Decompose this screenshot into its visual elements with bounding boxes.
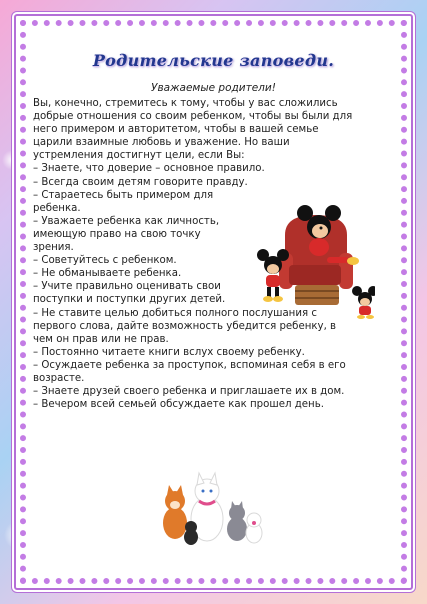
text-line: Вы, конечно, стремитесь к тому, чтобы у вас сложились — [33, 98, 338, 109]
text-line: добрые отношения со своим ребенком, чтобы вы были для — [33, 111, 353, 123]
page-content — [27, 27, 400, 577]
text-line: – Постоянно читаете книги вслух своему ребенку. — [33, 346, 305, 358]
text-line: – Учите правильно оценивать свои — [33, 281, 221, 293]
text-line: – Знаете, что доверие – основное правило. — [33, 163, 265, 175]
text-line: – Советуйтесь с ребенком. — [33, 255, 177, 267]
text-line: – Всегда своим детям говорите правду. — [33, 176, 248, 188]
text-line: – Не ставите целью добиться полного послушания с — [33, 307, 317, 319]
text-line: – Не обманываете ребенка. — [33, 268, 182, 280]
text-line: зрения. — [33, 242, 74, 254]
text-line: возрасте. — [33, 372, 85, 384]
text-line: него примером и авторитетом, чтобы в вашей семье — [33, 124, 319, 136]
text-line: – Уважаете ребенка как личность, — [33, 215, 220, 227]
text-line: – Стараетесь быть примером для — [33, 189, 214, 201]
mickey-minnie-armchair-icon — [255, 195, 375, 319]
text-line: устремления достигнут цели, если Вы: — [33, 150, 245, 162]
text-line: – Вечером всей семьей обсуждаете как прошел день. — [33, 399, 324, 411]
page-title: Родительские заповеди. — [92, 51, 335, 70]
text-line: первого слова, дайте возможность убедится ребенку, в — [33, 320, 337, 332]
text-line: поступки и поступки других детей. — [33, 294, 226, 306]
text-line: – Знаете друзей своего ребенка и приглашаете их в дом. — [33, 386, 345, 398]
text-line: царили взаимные любовь и уважение. Но ваши — [33, 137, 290, 149]
text-line: чем он прав или не прав. — [33, 333, 169, 345]
greeting: Уважаемые родители! — [151, 82, 276, 94]
text-line: ребенка. — [33, 202, 81, 214]
text-line: – Осуждаете ребенка за проступок, вспоминая себя в его — [33, 359, 346, 371]
aristocats-family-icon — [157, 467, 263, 547]
text-line: имеющую право на свою точку — [33, 228, 201, 240]
